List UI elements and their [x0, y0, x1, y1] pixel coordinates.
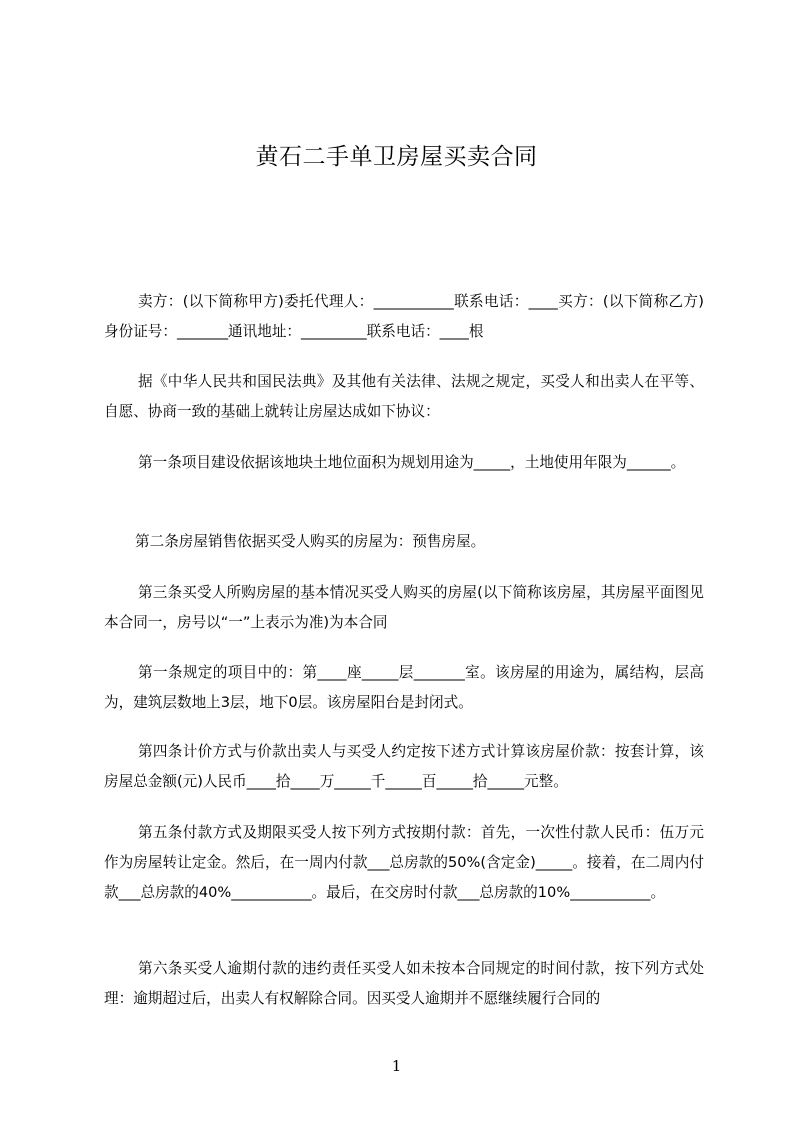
paragraph-article-4: 第四条计价方式与价款出卖人与买受人约定按下述方式计算该房屋价款：按套计算，该房屋总金额(元)人民币____拾____万_____千_____百_____拾_____元整。 [104, 743, 704, 790]
page-number: 1 [391, 1057, 402, 1075]
paragraph-legal-basis: 据《中华人民共和国民法典》及其他有关法律、法规之规定，买受人和出卖人在平等、自愿、协商一致的基础上就转让房屋达成如下协议： [104, 373, 704, 420]
paragraph-article-3-details: 第一条规定的项目中的：第____座_____层_______室。该房屋的用途为，属结构，层高为，建筑层数地上3层，地下0层。该房屋阳台是封闭式。 [104, 664, 704, 711]
paragraph-article-5: 第五条付款方式及期限买受人按下列方式按期付款：首先，一次性付款人民币：伍万元作为房屋转让定金。然后，在一周内付款___总房款的50%(含定金)_____。接着，在二周内付款___总房款的40%___________。最后，在交房时付款___总房款的10%___________。 [104, 824, 704, 901]
paragraph-article-3: 第三条买受人所购房屋的基本情况买受人购买的房屋(以下简称该房屋，其房屋平面图见本合同一，房号以“一”上表示为准)为本合同 [104, 584, 704, 631]
document-title: 黄石二手单卫房屋买卖合同 [255, 144, 538, 170]
paragraph-article-2: 第二条房屋销售依据买受人购买的房屋为：预售房屋。 [135, 533, 486, 550]
paragraph-parties: 卖方：(以下简称甲方)委托代理人：___________联系电话：____买方：(以下简称乙方)身份证号：_______通讯地址：_________联系电话：____根 [104, 293, 704, 340]
paragraph-article-1: 第一条项目建设依据该地块土地位面积为规划用途为_____，土地使用年限为______。 [138, 454, 686, 471]
paragraph-article-6: 第六条买受人逾期付款的违约责任买受人如未按本合同规定的时间付款，按下列方式处理：逾期超过后，出卖人有权解除合同。因买受人逾期并不愿继续履行合同的 [104, 960, 704, 1007]
